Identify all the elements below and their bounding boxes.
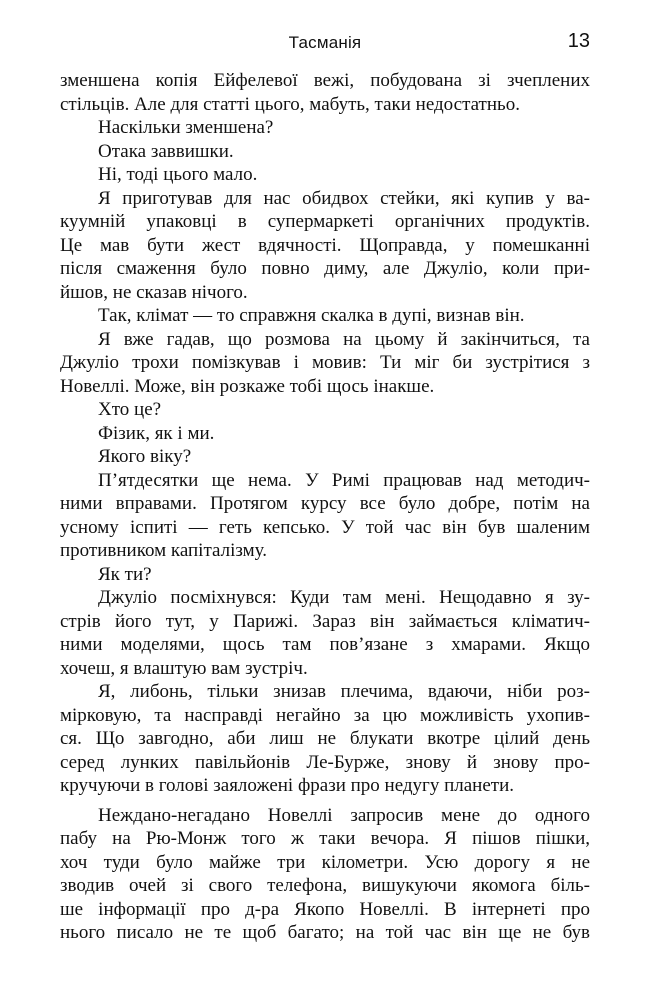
text-line: Я, либонь, тільки знизав плечима, вдаючи, ніби роз- xyxy=(98,681,590,702)
text-line: йшов, не сказав нічого. xyxy=(60,281,248,303)
text-line: після смаження було повно диму, але Джуліо, коли при- xyxy=(60,258,590,279)
text-line: Ні, тоді цього мало. xyxy=(98,164,258,185)
text-line: куумній упаковці в супермаркеті органічних продуктів. xyxy=(60,211,590,232)
text-line: Це мав бути жест вдячності. Щоправда, у помешканні xyxy=(60,234,590,256)
text-line: ше інформації про д-ра Якопо Новеллі. В інтернеті про xyxy=(60,898,590,920)
text-line: стрів його тут, у Парижі. Зараз він займається кліматич- xyxy=(60,610,590,632)
text-line: Наскільки зменшена? xyxy=(98,117,274,138)
text-line: зводив очей зі свого телефона, вишукуючи якомога біль- xyxy=(60,875,590,896)
text-line: Джуліо трохи помізкував і мовив: Ти міг би зустрітися з xyxy=(60,352,590,373)
text-line: Джуліо посміхнувся: Куди там мені. Нещодавно я зу- xyxy=(98,587,590,608)
text-line: Я приготував для нас обидвох стейки, які купив у ва- xyxy=(98,187,590,209)
body-text xyxy=(60,69,590,945)
text-line: Фізик, як і ми. xyxy=(98,422,215,444)
text-line: Так, клімат — то справжня скалка в дупі, визнав він. xyxy=(98,305,525,326)
text-line: ними моделями, щось там пов’язане з хмарами. Якщо xyxy=(60,634,590,655)
text-line: зменшена копія Ейфелевої вежі, побудована зі зчеплених xyxy=(60,70,590,91)
text-line: Новеллі. Може, він розкаже тобі щось інакше. xyxy=(60,375,435,397)
text-line: хочеш, я влаштую вам зустріч. xyxy=(60,657,308,679)
text-line: усному іспиті — геть кепсько. У той час він був шаленим xyxy=(60,516,590,538)
text-line: Отака заввишки. xyxy=(98,140,234,162)
text-line: Хто це? xyxy=(98,399,162,420)
text-line: противником капіталізму. xyxy=(60,540,267,561)
text-line: нього писало не те щоб багато; на той час він ще не був xyxy=(60,922,590,943)
text-line: П’ятдесятки ще нема. У Римі працював над методич- xyxy=(98,469,590,491)
text-line: серед лунких павільйонів Ле-Бурже, знову й знову про- xyxy=(60,751,590,773)
text-line: пабу на Рю-Монж того ж таки вечора. Я пішов пішки, xyxy=(60,828,590,849)
text-line: кручуючи в голові заяложені фрази про недугу планети. xyxy=(60,775,514,796)
page-number: 13 xyxy=(567,30,590,52)
text-line: Якого віку? xyxy=(98,446,192,467)
page-header xyxy=(60,30,590,57)
text-line: Як ти? xyxy=(98,563,152,585)
text-line: мірковую, та насправді негайно за цю можливість ухопив- xyxy=(60,704,590,726)
text-line: Неждано-негадано Новеллі запросив мене до одного xyxy=(98,804,590,826)
text-line: ся. Що завгодно, аби лиш не блукати вкотре цілий день xyxy=(60,728,590,749)
text-line: стільців. Але для статті цього, мабуть, таки недостатньо. xyxy=(60,93,520,115)
running-title: Тасманія xyxy=(288,33,362,52)
text-line: хоч туди було майже три кілометри. Усю дорогу я не xyxy=(60,851,590,873)
text-line: ними вправами. Протягом курсу все було добре, потім на xyxy=(60,493,590,514)
text-line: Я вже гадав, що розмова на цьому й закінчиться, та xyxy=(98,328,590,350)
